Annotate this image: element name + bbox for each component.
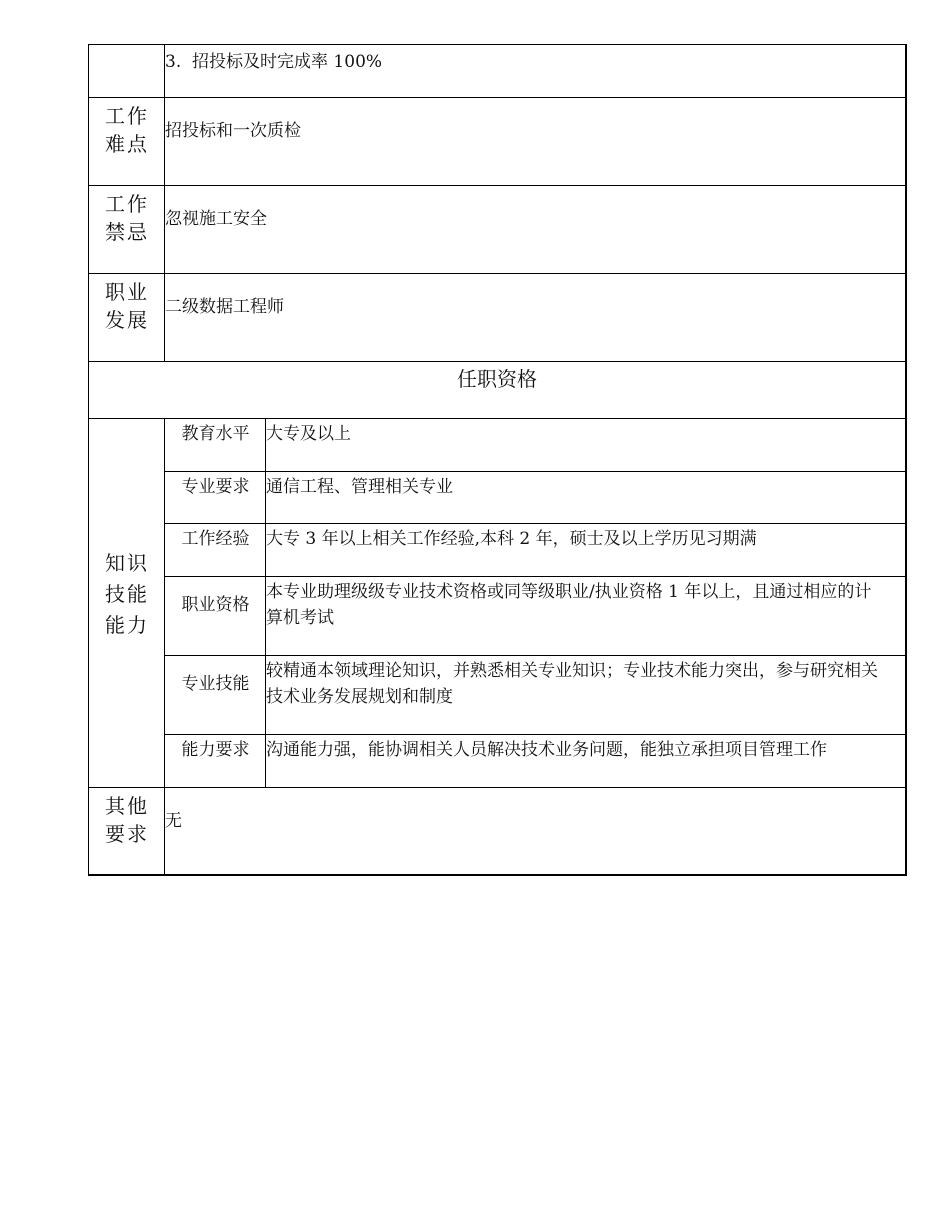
professional-skill-label: 专业技能 — [181, 674, 250, 694]
other-value: 无 — [165, 811, 182, 831]
major-label: 专业要求 — [181, 477, 250, 497]
job-description-table — [88, 44, 907, 876]
taboo-label: 工作 禁忌 — [105, 192, 149, 244]
row-divider — [89, 185, 905, 186]
professional-skill-value: 较精通本领域理论知识，并熟悉相关专业知识；专业技术能力突出，参与研究相关技术业务发展规划和制度 — [266, 661, 878, 707]
major-value: 通信工程、管理相关专业 — [266, 477, 453, 497]
certification-label: 职业资格 — [181, 595, 250, 615]
other-label: 其他 要求 — [105, 794, 149, 846]
ability-value: 沟通能力强，能协调相关人员解决技术业务问题，能独立承担项目管理工作 — [266, 740, 827, 760]
taboo-value: 忽视施工安全 — [165, 209, 267, 229]
row-divider — [165, 734, 905, 735]
row-divider — [89, 97, 905, 98]
career-label: 职业 发展 — [105, 280, 149, 332]
difficulty-value: 招投标和一次质检 — [165, 121, 301, 141]
career-value: 二级数据工程师 — [165, 297, 284, 317]
row-divider — [165, 523, 905, 524]
row-divider — [89, 273, 905, 274]
experience-label: 工作经验 — [181, 529, 250, 549]
education-value: 大专及以上 — [266, 424, 351, 444]
difficulty-label: 工作 难点 — [105, 104, 149, 156]
row-divider — [165, 471, 905, 472]
education-label: 教育水平 — [181, 424, 250, 444]
ability-label: 能力要求 — [181, 740, 250, 760]
kpi-value: 3. 招投标及时完成率 100% — [165, 52, 383, 72]
experience-value: 大专 3 年以上相关工作经验,本科 2 年，硕士及以上学历见习期满 — [266, 529, 757, 549]
row-divider — [165, 655, 905, 656]
skills-group-label: 知识 技能 能力 — [105, 551, 149, 637]
row-divider — [89, 787, 905, 788]
certification-value: 本专业助理级级专业技术资格或同等级职业/执业资格 1 年以上，且通过相应的计算机考试 — [266, 582, 872, 628]
qualification-title: 任职资格 — [457, 367, 537, 391]
row-divider — [165, 576, 905, 577]
